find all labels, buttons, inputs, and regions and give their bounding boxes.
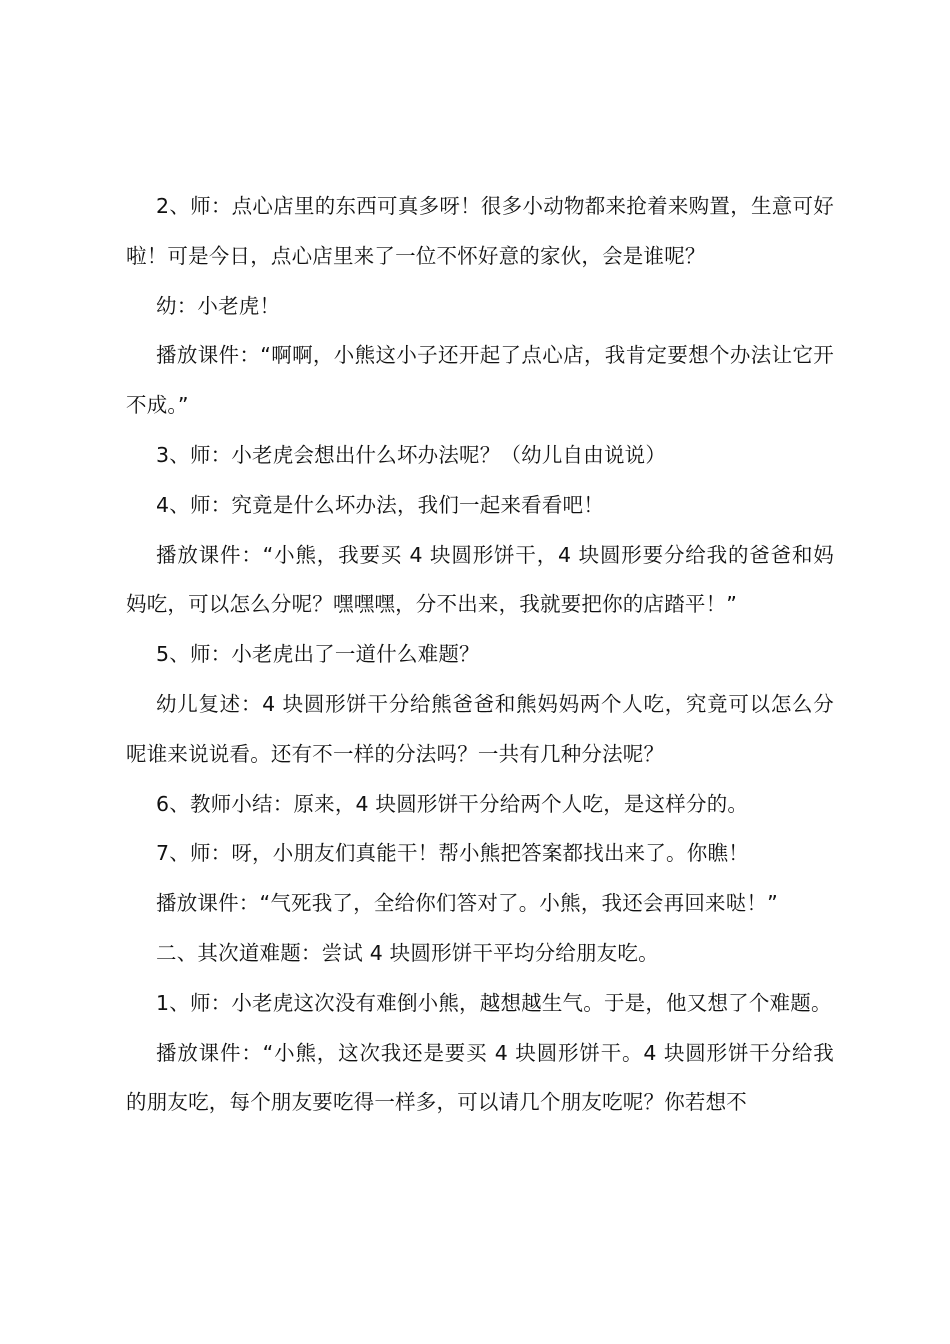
paragraph-teacher-5: 5、师：小老虎出了一道什么难题？ (156, 642, 480, 667)
paragraph-teacher-4: 4、师：究竟是什么坏办法，我们一起来看看吧！ (156, 492, 604, 517)
paragraph-courseware-1: 播放课件：“啊啊，小熊这小子还开起了点心店，我肯定要想个办法让它开不成。” (126, 343, 834, 418)
paragraph-teacher-3: 3、师：小老虎会想出什么坏办法呢？（幼儿自由说说） (156, 442, 667, 467)
section-heading-second-puzzle: 二、其次道难题：尝试 4 块圆形饼干平均分给朋友吃。 (156, 940, 659, 965)
paragraph-teacher-new-puzzle: 1、师：小老虎这次没有难倒小熊，越想越生气。于是，他又想了个难题。 (156, 990, 832, 1015)
paragraph-courseware-3: 播放课件：“气死我了，全给你们答对了。小熊，我还会再回来哒！” (156, 891, 778, 916)
paragraph-child-retell: 幼儿复述：4 块圆形饼干分给熊爸爸和熊妈妈两个人吃，究竟可以怎么分呢谁来说说看。还有不一样的分法吗？一共有几种分法呢？ (126, 691, 834, 766)
paragraph-teacher-shop: 2、师：点心店里的东西可真多呀！很多小动物都来抢着来购置，生意可好啦！可是今日，点心店里来了一位不怀好意的家伙，会是谁呢？ (126, 194, 834, 268)
paragraph-courseware-2: 播放课件：“小熊，我要买 4 块圆形饼干，4 块圆形要分给我的爸爸和妈妈吃，可以怎么分呢？嘿嘿嘿，分不出来，我就要把你的店踏平！” (126, 542, 834, 617)
paragraph-teacher-7: 7、师：呀，小朋友们真能干！帮小熊把答案都找出来了。你瞧！ (156, 841, 749, 866)
document-body (126, 182, 834, 1128)
paragraph-courseware-4: 播放课件：“小熊，这次我还是要买 4 块圆形饼干。4 块圆形饼干分给我的朋友吃，每个朋友要吃得一样多，可以请几个朋友吃呢？你若想不 (126, 1040, 834, 1115)
paragraph-teacher-summary: 6、教师小结：原来，4 块圆形饼干分给两个人吃，是这样分的。 (156, 791, 749, 816)
paragraph-child-answer: 幼：小老虎！ (156, 293, 281, 318)
